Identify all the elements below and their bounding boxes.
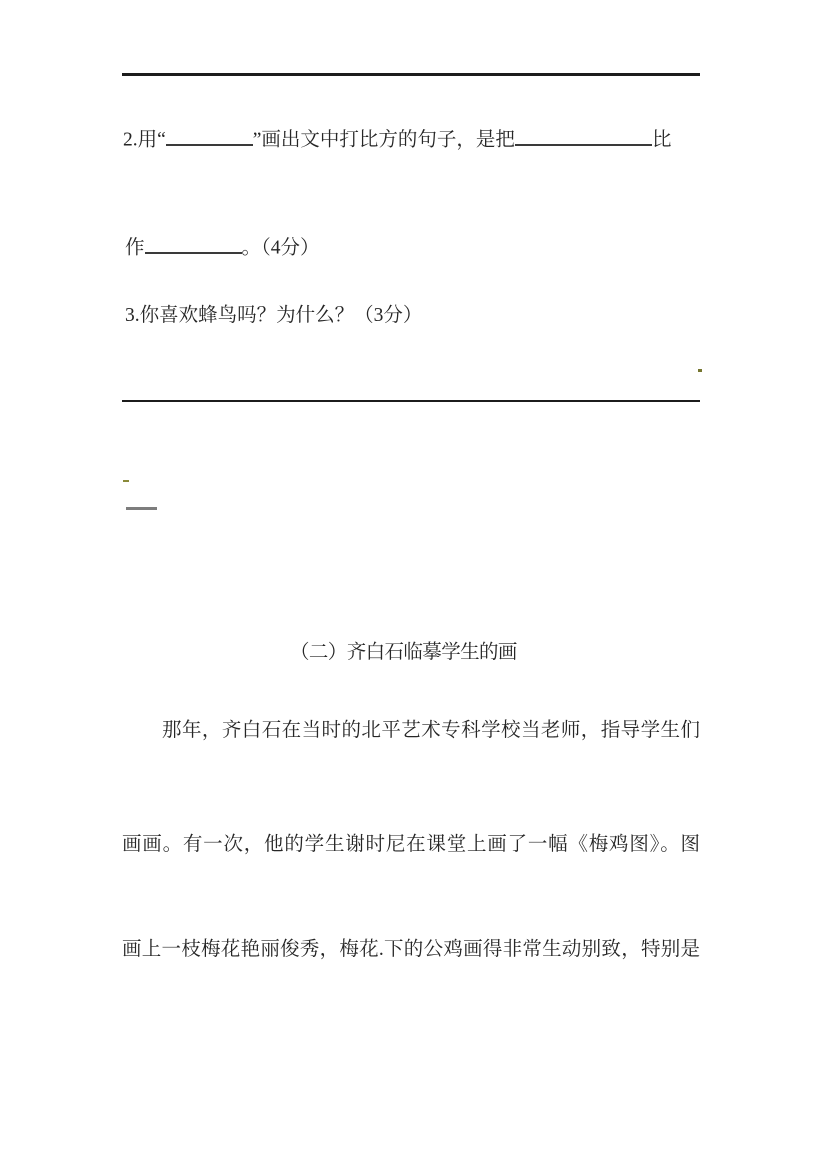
top-horizontal-rule [122,73,700,76]
question-2-line2-prefix: 作 [125,237,145,259]
question-2-line-1 [123,124,671,152]
paragraph-line: 画上一枝梅花艳丽俊秀，梅花.下的公鸡画得非常生动别致，特别是 [122,939,700,960]
question-3: 3.你喜欢蜂鸟吗？为什么？（3分） [125,305,423,326]
fill-blank-underline [145,232,242,254]
scan-artifact-dash [123,480,129,482]
section-title: （二）齐白石临摹学生的画 [290,642,517,663]
fill-blank-underline [515,124,652,146]
question-2-suffix: 比 [651,129,672,151]
question-2-middle: ”画出文中打比方的句子，是把 [252,129,515,151]
question-2-prefix: 2.用“ [123,129,166,151]
middle-horizontal-rule [122,400,700,402]
scan-artifact-stub-line [126,507,157,510]
question-2-line2-suffix: 。（4分） [241,237,320,259]
paragraph-line: 那年，齐白石在当时的北平艺术专科学校当老师，指导学生们 [162,720,700,741]
scan-artifact-dot [698,369,702,372]
question-2-line-2 [125,232,320,260]
paragraph-line: 画画。有一次，他的学生谢时尼在课堂上画了一幅《梅鸡图》。图 [122,834,700,855]
fill-blank-underline [166,124,253,146]
